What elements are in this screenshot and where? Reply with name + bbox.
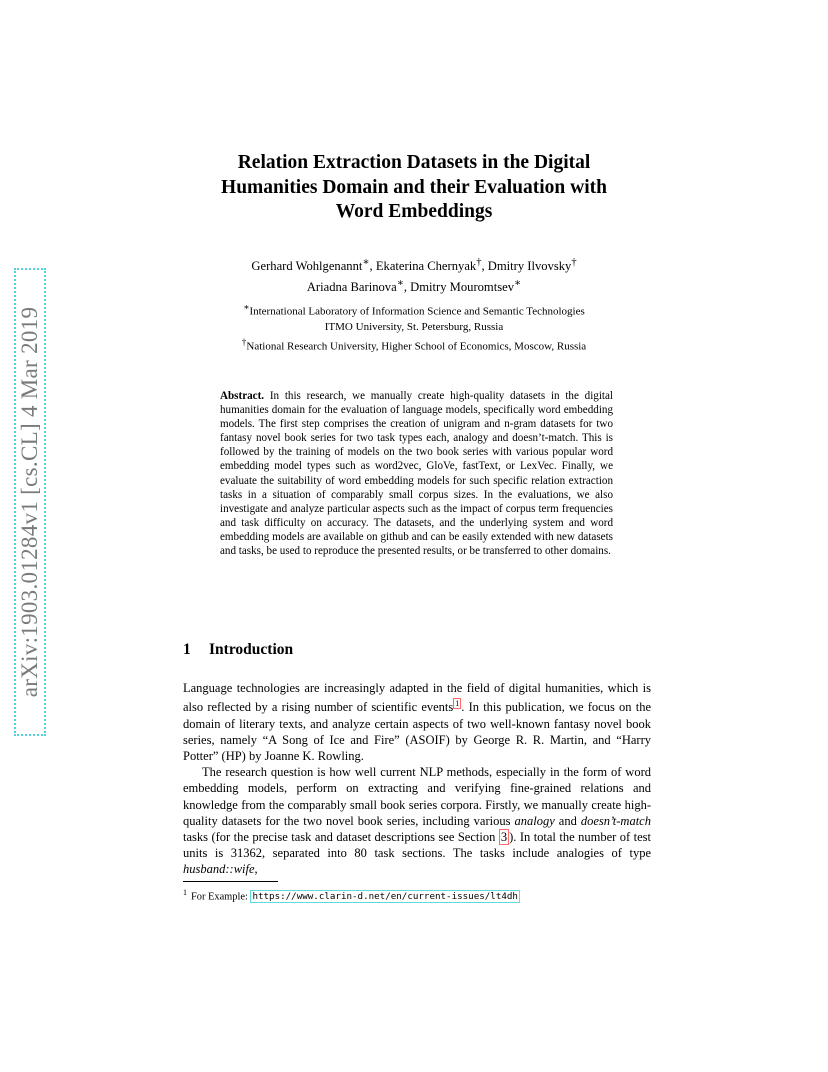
author-name: Gerhard Wohlgenannt (251, 259, 363, 274)
section-number: 1 (183, 641, 191, 658)
arxiv-stamp[interactable] (14, 268, 46, 736)
footnote-mark: 1 (183, 888, 187, 897)
affiliation-mark: ∗ (362, 257, 370, 268)
affiliation-itmo: ∗International Laboratory of Information Science and Semantic Technologies (243, 302, 585, 318)
abstract (220, 389, 613, 558)
paragraph: Language technologies are increasingly adapted in the field of digital humanities, which is also reflected by a rising number of scientific events $^1$ . In this publication, we focus on the domain of literary texts, and analyze certain aspects of two well-known fantasy novel book series, namely “A Song of Ice and Fire” (ASOIF) by George R. R. Martin, and “Harry Potter” (HP) by Joanne K. Rowling. (183, 681, 651, 763)
affiliation-itmo-location: ITMO University, St. Petersburg, Russia (324, 320, 504, 333)
author-line: Gerhard Wohlgenannt∗, Ekaterina Chernyak†, Dmitry Ilvovsky† (251, 257, 577, 274)
paragraph: The research question is how well current NLP methods, especially in the form of word embedding models, perform on extracting and verifying fine-grained relations and knowledge from the comparably small book series corpora. Firstly, we manually create high-quality datasets for the two novel book series, including various analogy and doesn’t-match tasks (for the precise task and dataset descriptions see Section 3 ). In total the number of test units is 31362, separated into 80 task sections. The tasks include analogies of type husband::wife, (183, 765, 651, 877)
author-list (170, 254, 658, 296)
footnote-label: For Example: (191, 891, 251, 903)
title-line: Humanities Domain and their Evaluation with (221, 176, 607, 198)
affiliation-mark: ∗ (396, 278, 404, 290)
arxiv-identifier[interactable]: arXiv:1903.01284v1 [cs.CL] 4 Mar 2019 (17, 306, 42, 698)
affiliation-mark: ∗ (514, 278, 522, 290)
footnote-rule (183, 881, 278, 882)
section-title: Introduction (209, 641, 294, 658)
author-name: Ariadna Barinova (306, 280, 397, 295)
title-line: Relation Extraction Datasets in the Digital (237, 152, 591, 173)
body-text (183, 680, 651, 878)
footnote-ref-link[interactable]: 1 (455, 699, 460, 709)
author-name: Dmitry Mouromtsev (410, 280, 515, 295)
affiliation-mark: † (571, 257, 577, 268)
affiliations (160, 300, 668, 354)
section-ref-link[interactable]: 3 (500, 829, 508, 844)
section-heading (183, 641, 293, 659)
author-name: Ekaterina Chernyak (375, 259, 477, 274)
abstract-text: In this research, we manually create high-quality datasets in the digital humanities domain for the evaluation of language models, specifically word embedding models. The first step comprises the creation of unigram and n-gram datasets for two fantasy novel book series for two task types each, analogy and doesn’t-match. This is followed by the training of models on the two book series with various popular word embedding model types such as word2vec, GloVe, fastText, or LexVec. Finally, we evaluate the suitability of word embedding models for such specific relation extraction tasks in a situation of comparably small corpus sizes. In the evaluations, we also investigate and analyze particular aspects such as the impact of corpus term frequencies and task difficulty on accuracy. The datasets, and the underlying system and word embedding models are available on github and can be easily extended with new datasets and tasks, be used to reproduce the presented results, or be transferred to other domains. (220, 390, 613, 558)
footnote-url-link[interactable]: https://www.clarin-d.net/en/current-issues/lt4dh (252, 891, 518, 903)
title-line: Word Embeddings (335, 201, 493, 222)
paper-title (160, 151, 668, 225)
affiliation-hse: †National Research University, Higher School of Economics, Moscow, Russia (241, 336, 587, 353)
affiliation-mark: † (476, 257, 482, 268)
author-line: Ariadna Barinova∗, Dmitry Mouromtsev∗ (306, 278, 522, 295)
author-name: Dmitry Ilvovsky (487, 259, 572, 274)
footnote (183, 886, 520, 904)
abstract-label: Abstract. (220, 390, 265, 402)
